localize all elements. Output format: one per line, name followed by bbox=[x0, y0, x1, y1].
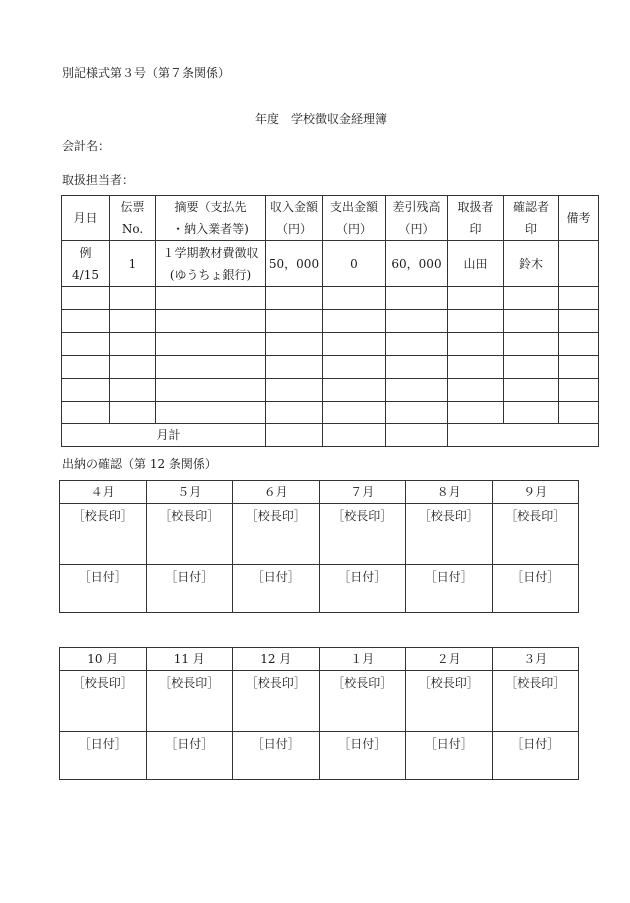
ledger-blank-row bbox=[62, 333, 599, 356]
date-cell: ［日付］ bbox=[406, 732, 493, 780]
confirmation-table-first-half bbox=[59, 480, 579, 613]
example-row bbox=[62, 241, 599, 287]
month-header: １月 bbox=[319, 648, 406, 671]
principal-stamp-cell: ［校長印］ bbox=[60, 671, 147, 732]
confirmation-table-second-half bbox=[59, 647, 579, 780]
ledger-blank-row bbox=[62, 402, 599, 424]
example-handler: 山田 bbox=[448, 241, 504, 287]
header-slip: 伝票 No. bbox=[110, 196, 156, 241]
principal-stamp-cell: ［校長印］ bbox=[492, 504, 579, 565]
month-header: ９月 bbox=[492, 481, 579, 504]
monthly-total-expense bbox=[323, 424, 386, 447]
principal-stamp-cell: ［校長印］ bbox=[492, 671, 579, 732]
principal-stamp-cell: ［校長印］ bbox=[233, 671, 320, 732]
example-confirmer: 鈴木 bbox=[504, 241, 559, 287]
ledger-blank-row bbox=[62, 356, 599, 379]
principal-stamp-cell: ［校長印］ bbox=[233, 504, 320, 565]
date-cell: ［日付］ bbox=[233, 732, 320, 780]
date-cell: ［日付］ bbox=[406, 565, 493, 613]
example-summary: １学期教材費徴収 (ゆうちょ銀行) bbox=[156, 241, 266, 287]
handler-label: 取扱担当者： bbox=[62, 173, 135, 187]
document-title: 年度 学校徴収金経理簿 bbox=[255, 112, 388, 126]
date-cell: ［日付］ bbox=[319, 732, 406, 780]
principal-stamp-cell: ［校長印］ bbox=[60, 504, 147, 565]
example-date: 例 4/15 bbox=[62, 241, 110, 287]
monthly-total-row bbox=[62, 424, 599, 447]
example-income: 50，000 bbox=[266, 241, 323, 287]
month-header: ２月 bbox=[406, 648, 493, 671]
monthly-total-balance bbox=[386, 424, 448, 447]
example-remarks bbox=[559, 241, 599, 287]
header-summary: 摘要（支払先 ・納入業者等) bbox=[156, 196, 266, 241]
ledger-blank-row bbox=[62, 287, 599, 310]
form-label: 別記様式第３号（第７条関係） bbox=[62, 66, 231, 80]
date-cell: ［日付］ bbox=[492, 565, 579, 613]
example-slip: 1 bbox=[110, 241, 156, 287]
monthly-total-label: 月計 bbox=[62, 424, 266, 447]
date-cell: ［日付］ bbox=[319, 565, 406, 613]
month-header: ３月 bbox=[492, 648, 579, 671]
month-header: ４月 bbox=[60, 481, 147, 504]
confirmation-title: 出納の確認（第 12 条関係） bbox=[62, 457, 217, 471]
date-cell: ［日付］ bbox=[60, 732, 147, 780]
principal-stamp-cell: ［校長印］ bbox=[406, 671, 493, 732]
principal-stamp-cell: ［校長印］ bbox=[319, 504, 406, 565]
date-cell: ［日付］ bbox=[233, 565, 320, 613]
header-income: 収入金額 （円） bbox=[266, 196, 323, 241]
monthly-total-blank bbox=[448, 424, 599, 447]
header-expense: 支出金額 （円） bbox=[323, 196, 386, 241]
principal-stamp-cell: ［校長印］ bbox=[146, 504, 233, 565]
date-cell: ［日付］ bbox=[146, 732, 233, 780]
principal-stamp-cell: ［校長印］ bbox=[146, 671, 233, 732]
date-cell: ［日付］ bbox=[492, 732, 579, 780]
header-remarks: 備考 bbox=[559, 196, 599, 241]
header-confirmer: 確認者 印 bbox=[504, 196, 559, 241]
example-expense: 0 bbox=[323, 241, 386, 287]
header-handler: 取扱者 印 bbox=[448, 196, 504, 241]
date-cell: ［日付］ bbox=[146, 565, 233, 613]
header-balance: 差引残高 （円） bbox=[386, 196, 448, 241]
header-date: 月日 bbox=[62, 196, 110, 241]
month-header: ８月 bbox=[406, 481, 493, 504]
principal-stamp-cell: ［校長印］ bbox=[406, 504, 493, 565]
ledger-blank-row bbox=[62, 310, 599, 333]
month-header: ５月 bbox=[146, 481, 233, 504]
date-cell: ［日付］ bbox=[60, 565, 147, 613]
month-header: 12 月 bbox=[233, 648, 320, 671]
example-balance: 60，000 bbox=[386, 241, 448, 287]
ledger-table bbox=[61, 195, 599, 447]
month-header: ６月 bbox=[233, 481, 320, 504]
principal-stamp-cell: ［校長印］ bbox=[319, 671, 406, 732]
account-name-label: 会計名： bbox=[62, 139, 111, 153]
ledger-blank-row bbox=[62, 379, 599, 402]
month-header: 11 月 bbox=[146, 648, 233, 671]
ledger-header-row bbox=[62, 196, 599, 241]
month-header: ７月 bbox=[319, 481, 406, 504]
month-header: 10 月 bbox=[60, 648, 147, 671]
monthly-total-income bbox=[266, 424, 323, 447]
